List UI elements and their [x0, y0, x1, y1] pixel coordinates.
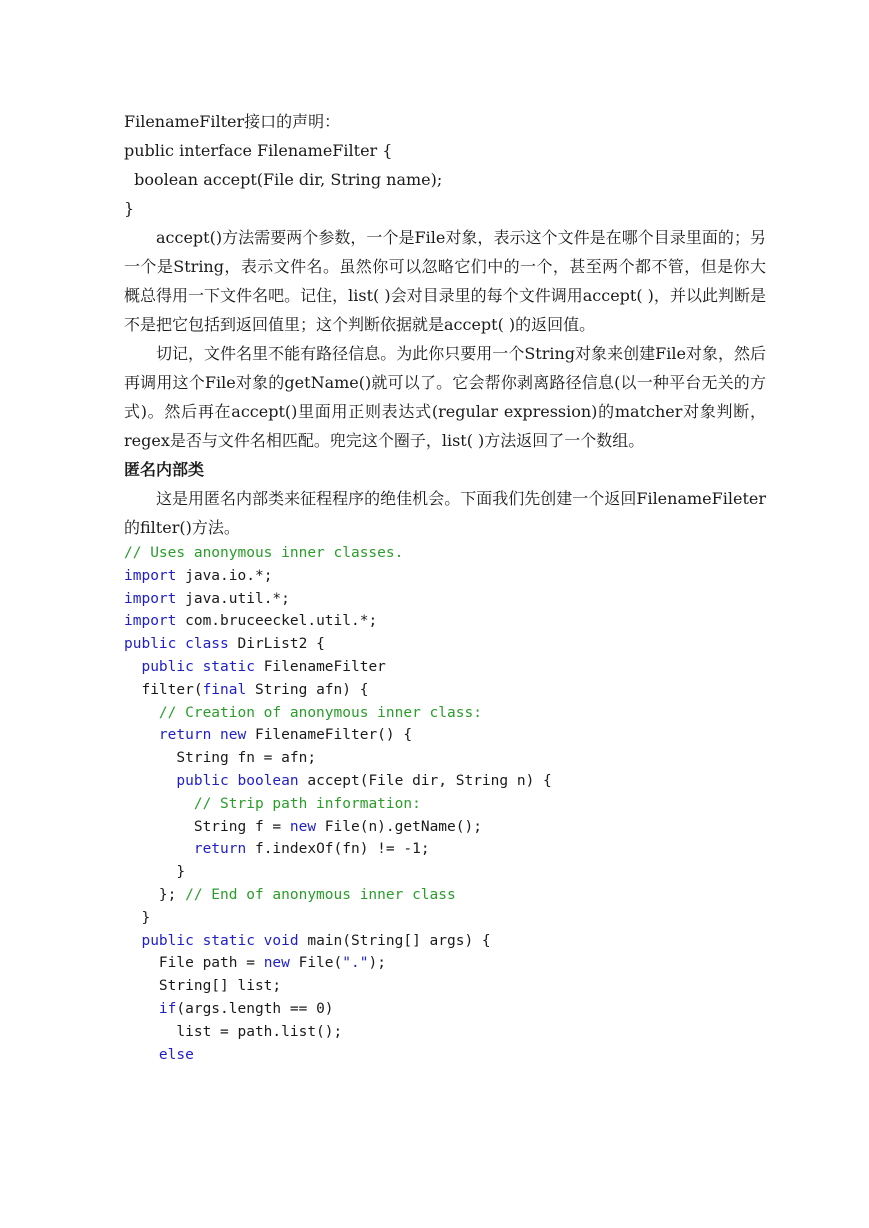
code-line [124, 838, 766, 861]
code-line [124, 542, 766, 565]
declaration-code-line: boolean accept(File dir, String name); [124, 170, 443, 189]
code-line [124, 1044, 766, 1067]
code-line [124, 724, 766, 747]
code-line [124, 679, 766, 702]
code-text: accept(File dir, String n) { [298, 772, 552, 789]
code-keyword: new [289, 818, 317, 835]
code-keyword: public boolean [176, 772, 299, 789]
code-text: filter( [124, 681, 203, 698]
code-keyword: new [263, 955, 290, 972]
code-text: FilenameFilter() { [246, 727, 413, 744]
code-line [124, 998, 766, 1021]
paragraph-path-info: 切记，文件名里不能有路径信息。为此你只要用一个String对象来创建File对象，然后再调用这个File对象的getName()就可以了。它会帮你剥离路径信息(以一种平台无关的方式)。然后再在accept()里面用正则表达式(regular expression)的matcher对象判断，regex是否与文件名相匹配。兜完这个圈子，list( )方法返回了一个数组。 [124, 344, 766, 450]
code-text [124, 705, 159, 721]
code-keyword: import [124, 613, 177, 630]
code-keyword: final [202, 681, 247, 698]
code-text [124, 727, 159, 743]
paragraph-accept-method: accept()方法需要两个参数，一个是File对象，表示这个文件是在哪个目录里面的；另一个是String，表示文件名。虽然你可以忽略它们中的一个，甚至两个都不管，但是你大概总得用一下文件名吧。记住，list( )会对目录里的每个文件调用accept( )，并以此判断是不是把它包括到返回值里；这个判断依据就是accept( )的返回值。 [124, 228, 766, 334]
code-text: DirList2 { [228, 636, 325, 653]
code-text: ); [368, 955, 386, 972]
code-keyword: public class [124, 636, 229, 653]
code-line [124, 930, 766, 953]
code-comment: // Uses anonymous inner classes. [124, 545, 404, 561]
document-page [124, 107, 766, 1066]
code-line [124, 793, 766, 816]
code-keyword: import [124, 590, 177, 607]
code-comment: // End of anonymous inner class [185, 886, 456, 903]
code-line [124, 588, 766, 611]
code-text: String fn = afn; [124, 750, 317, 767]
code-text: String afn) { [246, 681, 369, 698]
code-line [124, 610, 766, 633]
code-keyword: public static [141, 658, 255, 675]
declaration-code-line: public interface FilenameFilter { [124, 141, 393, 160]
code-comment: // Strip path information: [193, 795, 421, 812]
code-text: (args.length == 0) [176, 1000, 334, 1017]
code-text [124, 659, 141, 675]
code-keyword: else [158, 1046, 194, 1063]
code-line [124, 633, 766, 656]
code-line [124, 952, 766, 975]
code-text: String[] list; [124, 978, 282, 995]
code-line [124, 565, 766, 588]
declaration-code-line: } [124, 199, 135, 218]
code-block [124, 542, 766, 1066]
code-text [124, 1001, 159, 1017]
code-keyword: import [124, 567, 177, 584]
code-string: "." [342, 955, 369, 972]
code-text [124, 841, 194, 857]
code-line [124, 907, 766, 930]
code-text: list = path.list(); [124, 1023, 343, 1040]
code-text [124, 796, 194, 812]
code-text: File( [289, 955, 343, 972]
code-keyword: if [158, 1000, 177, 1017]
declaration-heading: FilenameFilter接口的声明： [124, 112, 341, 131]
code-text: java.util.*; [176, 590, 290, 607]
code-line [124, 861, 766, 884]
code-text: }; [124, 886, 186, 903]
code-text [124, 1047, 159, 1063]
code-keyword: return new [158, 727, 247, 744]
code-keyword: return [193, 841, 247, 858]
code-line [124, 975, 766, 998]
code-line [124, 656, 766, 679]
code-line [124, 1021, 766, 1044]
code-line [124, 702, 766, 725]
code-text: File(n).getName(); [316, 818, 482, 835]
code-text [124, 773, 176, 789]
code-line [124, 770, 766, 793]
code-text: String f = [124, 818, 290, 835]
code-text: } [124, 864, 186, 881]
code-line [124, 747, 766, 770]
code-text: f.indexOf(fn) != -1; [246, 841, 430, 858]
section-title: 匿名内部类 [124, 460, 205, 479]
code-text: } [124, 909, 151, 926]
code-line [124, 816, 766, 839]
code-text: FilenameFilter [254, 658, 386, 675]
code-text: java.io.*; [176, 567, 273, 584]
code-line [124, 884, 766, 907]
code-text: main(String[] args) { [298, 932, 491, 949]
code-text: com.bruceeckel.util.*; [176, 613, 378, 630]
code-keyword: public static void [141, 932, 299, 949]
paragraph-anonymous-intro: 这是用匿名内部类来征程程序的绝佳机会。下面我们先创建一个返回FilenameFileter的filter()方法。 [124, 489, 766, 537]
code-comment: // Creation of anonymous inner class: [158, 704, 482, 721]
code-text: File path = [124, 955, 264, 972]
code-text [124, 933, 141, 949]
